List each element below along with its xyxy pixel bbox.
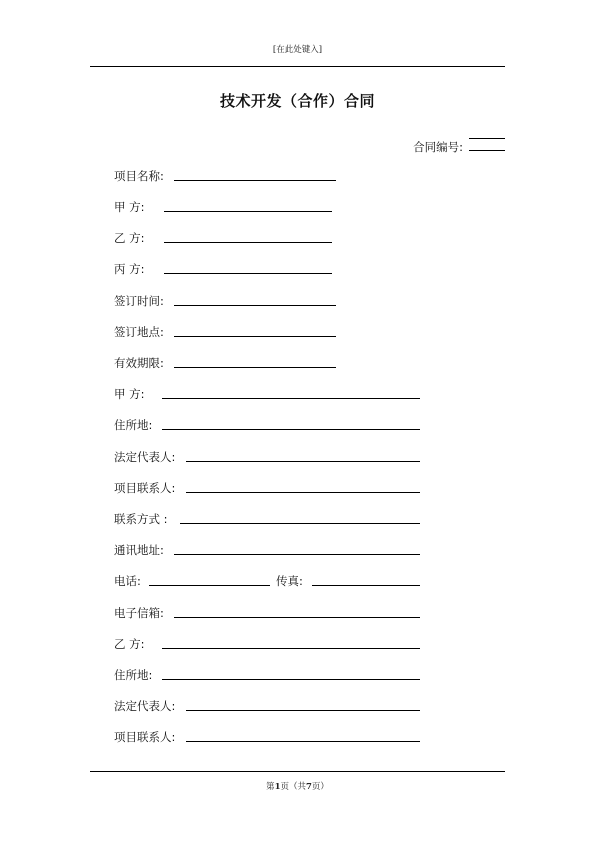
b-contact-blank[interactable] xyxy=(186,741,420,742)
b-legal-rep-label: 法定代表人: xyxy=(114,699,176,713)
party-b-short-label: 乙 方: xyxy=(114,231,145,245)
a-mail-address-blank[interactable] xyxy=(174,554,420,555)
validity-label: 有效期限: xyxy=(114,356,164,370)
a-phone-label: 电话: xyxy=(114,574,141,588)
party-b-blank[interactable] xyxy=(162,648,420,649)
party-a-short-blank[interactable] xyxy=(164,211,332,212)
footer-rule xyxy=(90,771,505,772)
a-contact-blank[interactable] xyxy=(186,492,420,493)
page-footer xyxy=(0,780,595,792)
page-header: [在此处键入] xyxy=(272,45,323,55)
project-name-blank[interactable] xyxy=(174,180,336,181)
b-address-blank[interactable] xyxy=(162,679,420,680)
b-contact-label: 项目联系人: xyxy=(114,730,176,744)
party-a-short-label: 甲 方: xyxy=(114,200,145,214)
contract-number-label: 合同编号: xyxy=(413,140,463,154)
sign-place-label: 签订地点: xyxy=(114,325,164,339)
document-title: 技术开发（合作）合同 xyxy=(219,92,375,110)
a-fax-label: 传真: xyxy=(276,574,303,588)
a-contact-method-label: 联系方式 : xyxy=(114,512,168,526)
party-a-label: 甲 方: xyxy=(114,387,145,401)
party-c-short-blank[interactable] xyxy=(164,273,332,274)
footer-prefix: 第 xyxy=(266,782,275,792)
a-mail-address-label: 通讯地址: xyxy=(114,543,164,557)
sign-time-label: 签订时间: xyxy=(114,294,164,308)
project-name-label: 项目名称: xyxy=(114,169,164,183)
footer-total-pages: 7 xyxy=(306,782,312,792)
party-b-label: 乙 方: xyxy=(114,637,145,651)
sign-place-blank[interactable] xyxy=(174,336,336,337)
a-email-blank[interactable] xyxy=(174,617,420,618)
a-contact-method-blank[interactable] xyxy=(180,523,420,524)
a-legal-rep-label: 法定代表人: xyxy=(114,450,176,464)
a-address-blank[interactable] xyxy=(162,429,420,430)
contract-number-row xyxy=(413,138,505,155)
a-legal-rep-blank[interactable] xyxy=(186,461,420,462)
party-a-blank[interactable] xyxy=(162,398,420,399)
a-email-label: 电子信箱: xyxy=(114,606,164,620)
contract-number-blank[interactable] xyxy=(469,138,505,151)
a-contact-label: 项目联系人: xyxy=(114,481,176,495)
a-address-label: 住所地: xyxy=(114,418,153,432)
party-c-short-label: 丙 方: xyxy=(114,262,145,276)
footer-mid: 页（共 xyxy=(280,782,306,792)
footer-suffix: 页） xyxy=(311,782,329,792)
sign-time-blank[interactable] xyxy=(174,305,336,306)
a-phone-blank[interactable] xyxy=(149,585,270,586)
b-address-label: 住所地: xyxy=(114,668,153,682)
header-rule xyxy=(90,66,505,67)
validity-blank[interactable] xyxy=(174,367,336,368)
a-fax-blank[interactable] xyxy=(312,585,420,586)
b-legal-rep-blank[interactable] xyxy=(186,710,420,711)
footer-page-number: 1 xyxy=(274,782,281,792)
party-b-short-blank[interactable] xyxy=(164,242,332,243)
